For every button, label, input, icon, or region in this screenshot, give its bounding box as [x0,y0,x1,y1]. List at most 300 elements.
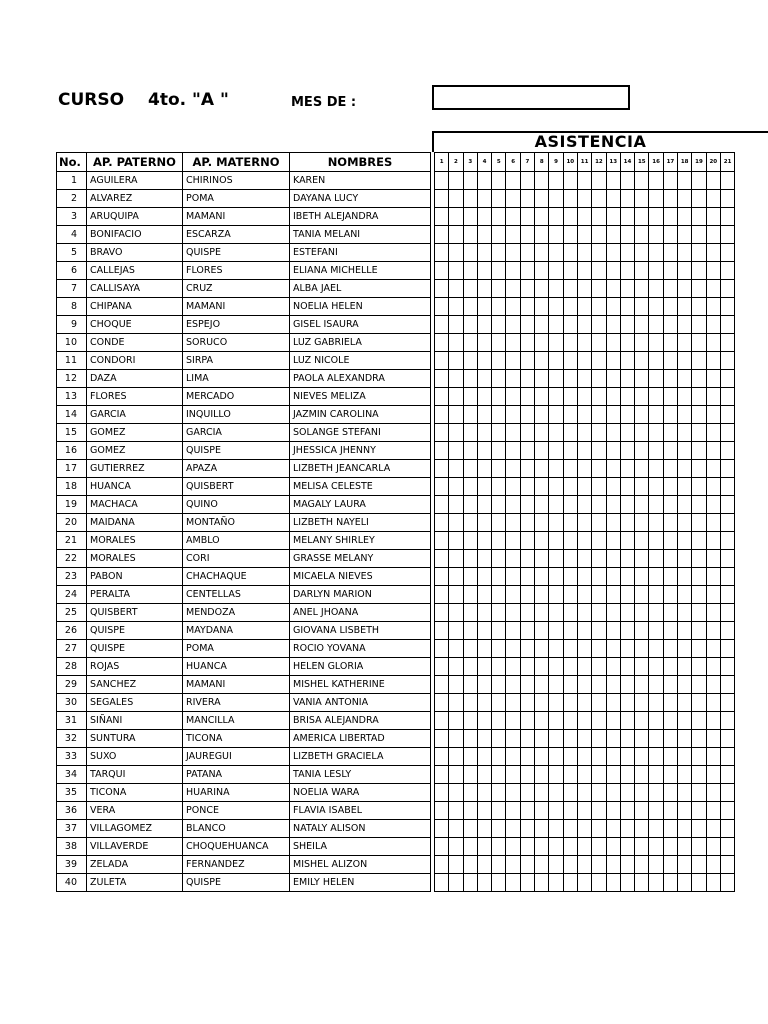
attendance-cell-day-13[interactable] [606,532,620,550]
attendance-cell-day-5[interactable] [492,280,506,298]
attendance-cell-day-17[interactable] [663,262,677,280]
attendance-cell-day-11[interactable] [577,550,591,568]
attendance-cell-day-10[interactable] [563,748,577,766]
attendance-cell-day-7[interactable] [520,406,534,424]
attendance-cell-day-20[interactable] [706,514,720,532]
attendance-cell-day-15[interactable] [635,514,649,532]
attendance-cell-day-16[interactable] [649,298,663,316]
attendance-cell-day-7[interactable] [520,208,534,226]
attendance-cell-day-2[interactable] [449,694,463,712]
attendance-cell-day-1[interactable] [435,262,449,280]
attendance-cell-day-6[interactable] [506,766,520,784]
attendance-cell-day-13[interactable] [606,496,620,514]
attendance-cell-day-16[interactable] [649,226,663,244]
attendance-cell-day-15[interactable] [635,820,649,838]
attendance-cell-day-6[interactable] [506,496,520,514]
attendance-cell-day-4[interactable] [477,172,491,190]
attendance-cell-day-1[interactable] [435,784,449,802]
attendance-cell-day-4[interactable] [477,694,491,712]
attendance-cell-day-7[interactable] [520,874,534,892]
attendance-cell-day-19[interactable] [692,658,706,676]
attendance-cell-day-17[interactable] [663,244,677,262]
attendance-cell-day-15[interactable] [635,280,649,298]
attendance-cell-day-2[interactable] [449,532,463,550]
attendance-cell-day-17[interactable] [663,694,677,712]
attendance-cell-day-8[interactable] [535,784,549,802]
attendance-cell-day-18[interactable] [678,406,692,424]
attendance-cell-day-12[interactable] [592,820,606,838]
attendance-cell-day-5[interactable] [492,460,506,478]
attendance-cell-day-4[interactable] [477,532,491,550]
attendance-cell-day-3[interactable] [463,784,477,802]
attendance-cell-day-1[interactable] [435,640,449,658]
attendance-cell-day-6[interactable] [506,820,520,838]
attendance-cell-day-19[interactable] [692,802,706,820]
attendance-cell-day-12[interactable] [592,694,606,712]
attendance-cell-day-15[interactable] [635,532,649,550]
attendance-cell-day-19[interactable] [692,406,706,424]
attendance-cell-day-21[interactable] [720,460,734,478]
attendance-cell-day-20[interactable] [706,280,720,298]
attendance-cell-day-6[interactable] [506,352,520,370]
attendance-cell-day-8[interactable] [535,208,549,226]
attendance-cell-day-12[interactable] [592,244,606,262]
attendance-cell-day-12[interactable] [592,532,606,550]
attendance-cell-day-1[interactable] [435,244,449,262]
attendance-cell-day-15[interactable] [635,478,649,496]
attendance-cell-day-18[interactable] [678,586,692,604]
attendance-cell-day-13[interactable] [606,874,620,892]
attendance-cell-day-11[interactable] [577,172,591,190]
attendance-cell-day-18[interactable] [678,712,692,730]
attendance-cell-day-7[interactable] [520,838,534,856]
attendance-cell-day-13[interactable] [606,334,620,352]
attendance-cell-day-20[interactable] [706,838,720,856]
attendance-cell-day-9[interactable] [549,172,563,190]
attendance-cell-day-17[interactable] [663,568,677,586]
attendance-cell-day-13[interactable] [606,820,620,838]
attendance-cell-day-13[interactable] [606,316,620,334]
attendance-cell-day-20[interactable] [706,334,720,352]
attendance-cell-day-1[interactable] [435,856,449,874]
attendance-cell-day-3[interactable] [463,658,477,676]
attendance-cell-day-10[interactable] [563,874,577,892]
attendance-cell-day-14[interactable] [620,208,634,226]
attendance-cell-day-21[interactable] [720,694,734,712]
attendance-cell-day-20[interactable] [706,640,720,658]
attendance-cell-day-10[interactable] [563,856,577,874]
attendance-cell-day-8[interactable] [535,424,549,442]
attendance-cell-day-7[interactable] [520,244,534,262]
attendance-cell-day-14[interactable] [620,190,634,208]
attendance-cell-day-6[interactable] [506,298,520,316]
attendance-cell-day-4[interactable] [477,424,491,442]
attendance-cell-day-12[interactable] [592,496,606,514]
attendance-cell-day-3[interactable] [463,532,477,550]
attendance-cell-day-13[interactable] [606,298,620,316]
attendance-cell-day-1[interactable] [435,550,449,568]
attendance-cell-day-18[interactable] [678,856,692,874]
attendance-cell-day-3[interactable] [463,334,477,352]
attendance-cell-day-11[interactable] [577,334,591,352]
attendance-cell-day-13[interactable] [606,550,620,568]
attendance-cell-day-14[interactable] [620,226,634,244]
attendance-cell-day-16[interactable] [649,244,663,262]
attendance-cell-day-11[interactable] [577,784,591,802]
attendance-cell-day-11[interactable] [577,226,591,244]
attendance-cell-day-4[interactable] [477,748,491,766]
attendance-cell-day-14[interactable] [620,514,634,532]
attendance-cell-day-7[interactable] [520,172,534,190]
attendance-cell-day-5[interactable] [492,208,506,226]
attendance-cell-day-6[interactable] [506,622,520,640]
attendance-cell-day-4[interactable] [477,676,491,694]
attendance-cell-day-7[interactable] [520,550,534,568]
attendance-cell-day-11[interactable] [577,712,591,730]
attendance-cell-day-21[interactable] [720,424,734,442]
attendance-cell-day-15[interactable] [635,856,649,874]
attendance-cell-day-11[interactable] [577,514,591,532]
attendance-cell-day-9[interactable] [549,478,563,496]
attendance-cell-day-19[interactable] [692,226,706,244]
attendance-cell-day-2[interactable] [449,334,463,352]
attendance-cell-day-10[interactable] [563,658,577,676]
attendance-cell-day-17[interactable] [663,208,677,226]
attendance-cell-day-8[interactable] [535,190,549,208]
attendance-cell-day-20[interactable] [706,244,720,262]
attendance-cell-day-7[interactable] [520,568,534,586]
attendance-cell-day-10[interactable] [563,190,577,208]
attendance-cell-day-2[interactable] [449,658,463,676]
attendance-cell-day-14[interactable] [620,352,634,370]
attendance-cell-day-18[interactable] [678,784,692,802]
attendance-cell-day-19[interactable] [692,280,706,298]
attendance-cell-day-14[interactable] [620,406,634,424]
attendance-cell-day-10[interactable] [563,532,577,550]
attendance-cell-day-16[interactable] [649,208,663,226]
attendance-cell-day-18[interactable] [678,388,692,406]
attendance-cell-day-19[interactable] [692,820,706,838]
attendance-cell-day-17[interactable] [663,856,677,874]
attendance-cell-day-15[interactable] [635,730,649,748]
attendance-cell-day-9[interactable] [549,838,563,856]
attendance-cell-day-21[interactable] [720,586,734,604]
attendance-cell-day-4[interactable] [477,442,491,460]
attendance-cell-day-12[interactable] [592,802,606,820]
attendance-cell-day-9[interactable] [549,460,563,478]
attendance-cell-day-1[interactable] [435,730,449,748]
attendance-cell-day-2[interactable] [449,478,463,496]
attendance-cell-day-15[interactable] [635,622,649,640]
attendance-cell-day-10[interactable] [563,478,577,496]
attendance-cell-day-2[interactable] [449,280,463,298]
attendance-cell-day-8[interactable] [535,262,549,280]
attendance-cell-day-6[interactable] [506,604,520,622]
attendance-cell-day-10[interactable] [563,730,577,748]
attendance-cell-day-2[interactable] [449,874,463,892]
attendance-cell-day-12[interactable] [592,226,606,244]
attendance-cell-day-10[interactable] [563,784,577,802]
attendance-cell-day-13[interactable] [606,406,620,424]
attendance-cell-day-9[interactable] [549,208,563,226]
attendance-cell-day-18[interactable] [678,802,692,820]
attendance-cell-day-18[interactable] [678,748,692,766]
attendance-cell-day-20[interactable] [706,460,720,478]
attendance-cell-day-7[interactable] [520,370,534,388]
attendance-cell-day-21[interactable] [720,766,734,784]
attendance-cell-day-6[interactable] [506,388,520,406]
attendance-cell-day-9[interactable] [549,694,563,712]
attendance-cell-day-1[interactable] [435,190,449,208]
attendance-cell-day-1[interactable] [435,820,449,838]
attendance-cell-day-17[interactable] [663,550,677,568]
attendance-cell-day-5[interactable] [492,802,506,820]
attendance-cell-day-12[interactable] [592,622,606,640]
attendance-cell-day-19[interactable] [692,532,706,550]
attendance-cell-day-14[interactable] [620,370,634,388]
attendance-cell-day-19[interactable] [692,676,706,694]
attendance-cell-day-16[interactable] [649,712,663,730]
attendance-cell-day-3[interactable] [463,460,477,478]
attendance-cell-day-9[interactable] [549,550,563,568]
attendance-cell-day-7[interactable] [520,784,534,802]
attendance-cell-day-14[interactable] [620,280,634,298]
attendance-cell-day-20[interactable] [706,784,720,802]
attendance-cell-day-19[interactable] [692,352,706,370]
attendance-cell-day-7[interactable] [520,658,534,676]
attendance-cell-day-21[interactable] [720,532,734,550]
attendance-cell-day-11[interactable] [577,604,591,622]
attendance-cell-day-19[interactable] [692,874,706,892]
attendance-cell-day-4[interactable] [477,802,491,820]
attendance-cell-day-14[interactable] [620,784,634,802]
attendance-cell-day-15[interactable] [635,496,649,514]
attendance-cell-day-20[interactable] [706,208,720,226]
attendance-cell-day-7[interactable] [520,226,534,244]
attendance-cell-day-5[interactable] [492,172,506,190]
attendance-cell-day-4[interactable] [477,838,491,856]
attendance-cell-day-6[interactable] [506,784,520,802]
attendance-cell-day-2[interactable] [449,298,463,316]
attendance-cell-day-3[interactable] [463,190,477,208]
attendance-cell-day-16[interactable] [649,730,663,748]
attendance-cell-day-11[interactable] [577,496,591,514]
attendance-cell-day-19[interactable] [692,748,706,766]
attendance-cell-day-11[interactable] [577,820,591,838]
attendance-cell-day-2[interactable] [449,370,463,388]
attendance-cell-day-5[interactable] [492,730,506,748]
attendance-cell-day-17[interactable] [663,316,677,334]
attendance-cell-day-15[interactable] [635,334,649,352]
attendance-cell-day-17[interactable] [663,280,677,298]
attendance-cell-day-19[interactable] [692,496,706,514]
attendance-cell-day-2[interactable] [449,550,463,568]
attendance-cell-day-18[interactable] [678,298,692,316]
attendance-cell-day-10[interactable] [563,622,577,640]
attendance-cell-day-21[interactable] [720,730,734,748]
attendance-cell-day-10[interactable] [563,604,577,622]
attendance-cell-day-20[interactable] [706,226,720,244]
attendance-cell-day-6[interactable] [506,424,520,442]
attendance-cell-day-11[interactable] [577,244,591,262]
attendance-cell-day-4[interactable] [477,478,491,496]
attendance-cell-day-18[interactable] [678,334,692,352]
attendance-cell-day-9[interactable] [549,388,563,406]
attendance-cell-day-17[interactable] [663,622,677,640]
attendance-cell-day-4[interactable] [477,622,491,640]
attendance-cell-day-3[interactable] [463,802,477,820]
attendance-cell-day-9[interactable] [549,856,563,874]
attendance-cell-day-16[interactable] [649,676,663,694]
attendance-cell-day-14[interactable] [620,694,634,712]
attendance-cell-day-20[interactable] [706,766,720,784]
attendance-cell-day-9[interactable] [549,262,563,280]
attendance-cell-day-8[interactable] [535,748,549,766]
attendance-cell-day-11[interactable] [577,766,591,784]
attendance-cell-day-5[interactable] [492,640,506,658]
attendance-cell-day-9[interactable] [549,514,563,532]
attendance-cell-day-10[interactable] [563,334,577,352]
attendance-cell-day-8[interactable] [535,874,549,892]
attendance-cell-day-7[interactable] [520,856,534,874]
attendance-cell-day-18[interactable] [678,874,692,892]
attendance-cell-day-19[interactable] [692,622,706,640]
attendance-cell-day-21[interactable] [720,838,734,856]
attendance-cell-day-15[interactable] [635,766,649,784]
attendance-cell-day-10[interactable] [563,370,577,388]
attendance-cell-day-6[interactable] [506,568,520,586]
attendance-cell-day-19[interactable] [692,550,706,568]
attendance-cell-day-16[interactable] [649,406,663,424]
attendance-cell-day-5[interactable] [492,874,506,892]
attendance-cell-day-13[interactable] [606,460,620,478]
attendance-cell-day-16[interactable] [649,424,663,442]
attendance-cell-day-20[interactable] [706,658,720,676]
attendance-cell-day-14[interactable] [620,298,634,316]
attendance-cell-day-2[interactable] [449,712,463,730]
attendance-cell-day-4[interactable] [477,370,491,388]
attendance-cell-day-20[interactable] [706,190,720,208]
attendance-cell-day-3[interactable] [463,370,477,388]
attendance-cell-day-12[interactable] [592,388,606,406]
attendance-cell-day-21[interactable] [720,244,734,262]
attendance-cell-day-8[interactable] [535,442,549,460]
attendance-cell-day-3[interactable] [463,262,477,280]
attendance-cell-day-18[interactable] [678,460,692,478]
attendance-cell-day-20[interactable] [706,802,720,820]
attendance-cell-day-8[interactable] [535,712,549,730]
attendance-cell-day-21[interactable] [720,442,734,460]
attendance-cell-day-3[interactable] [463,838,477,856]
attendance-cell-day-13[interactable] [606,856,620,874]
attendance-cell-day-15[interactable] [635,838,649,856]
attendance-cell-day-6[interactable] [506,802,520,820]
attendance-cell-day-20[interactable] [706,370,720,388]
attendance-cell-day-1[interactable] [435,532,449,550]
attendance-cell-day-18[interactable] [678,352,692,370]
attendance-cell-day-7[interactable] [520,802,534,820]
attendance-cell-day-6[interactable] [506,244,520,262]
attendance-cell-day-10[interactable] [563,766,577,784]
attendance-cell-day-9[interactable] [549,334,563,352]
attendance-cell-day-18[interactable] [678,424,692,442]
attendance-cell-day-14[interactable] [620,262,634,280]
attendance-cell-day-5[interactable] [492,316,506,334]
attendance-cell-day-20[interactable] [706,298,720,316]
attendance-cell-day-2[interactable] [449,766,463,784]
attendance-cell-day-19[interactable] [692,208,706,226]
attendance-cell-day-17[interactable] [663,766,677,784]
attendance-cell-day-4[interactable] [477,406,491,424]
attendance-cell-day-11[interactable] [577,640,591,658]
attendance-cell-day-4[interactable] [477,352,491,370]
attendance-cell-day-1[interactable] [435,352,449,370]
attendance-cell-day-17[interactable] [663,802,677,820]
attendance-cell-day-16[interactable] [649,478,663,496]
attendance-cell-day-21[interactable] [720,406,734,424]
attendance-cell-day-12[interactable] [592,316,606,334]
attendance-cell-day-3[interactable] [463,172,477,190]
attendance-cell-day-9[interactable] [549,622,563,640]
attendance-cell-day-21[interactable] [720,640,734,658]
attendance-cell-day-19[interactable] [692,712,706,730]
attendance-cell-day-2[interactable] [449,838,463,856]
attendance-cell-day-13[interactable] [606,766,620,784]
attendance-cell-day-2[interactable] [449,496,463,514]
attendance-cell-day-10[interactable] [563,802,577,820]
attendance-cell-day-14[interactable] [620,838,634,856]
attendance-cell-day-20[interactable] [706,730,720,748]
attendance-cell-day-15[interactable] [635,298,649,316]
attendance-cell-day-7[interactable] [520,532,534,550]
attendance-cell-day-7[interactable] [520,604,534,622]
attendance-cell-day-12[interactable] [592,640,606,658]
attendance-cell-day-8[interactable] [535,676,549,694]
attendance-cell-day-4[interactable] [477,244,491,262]
attendance-cell-day-20[interactable] [706,442,720,460]
attendance-cell-day-19[interactable] [692,460,706,478]
attendance-cell-day-1[interactable] [435,226,449,244]
attendance-cell-day-12[interactable] [592,352,606,370]
attendance-cell-day-6[interactable] [506,550,520,568]
attendance-cell-day-4[interactable] [477,712,491,730]
attendance-cell-day-10[interactable] [563,820,577,838]
attendance-cell-day-7[interactable] [520,280,534,298]
attendance-cell-day-13[interactable] [606,244,620,262]
attendance-cell-day-10[interactable] [563,694,577,712]
attendance-cell-day-16[interactable] [649,784,663,802]
attendance-cell-day-9[interactable] [549,280,563,298]
attendance-cell-day-2[interactable] [449,262,463,280]
attendance-cell-day-13[interactable] [606,658,620,676]
attendance-cell-day-5[interactable] [492,604,506,622]
attendance-cell-day-11[interactable] [577,478,591,496]
attendance-cell-day-11[interactable] [577,460,591,478]
attendance-cell-day-9[interactable] [549,730,563,748]
attendance-cell-day-18[interactable] [678,208,692,226]
attendance-cell-day-16[interactable] [649,370,663,388]
attendance-cell-day-11[interactable] [577,730,591,748]
attendance-cell-day-14[interactable] [620,856,634,874]
attendance-cell-day-9[interactable] [549,586,563,604]
attendance-cell-day-19[interactable] [692,694,706,712]
attendance-cell-day-17[interactable] [663,604,677,622]
attendance-cell-day-19[interactable] [692,190,706,208]
attendance-cell-day-14[interactable] [620,568,634,586]
attendance-cell-day-11[interactable] [577,802,591,820]
attendance-cell-day-12[interactable] [592,784,606,802]
attendance-cell-day-3[interactable] [463,568,477,586]
